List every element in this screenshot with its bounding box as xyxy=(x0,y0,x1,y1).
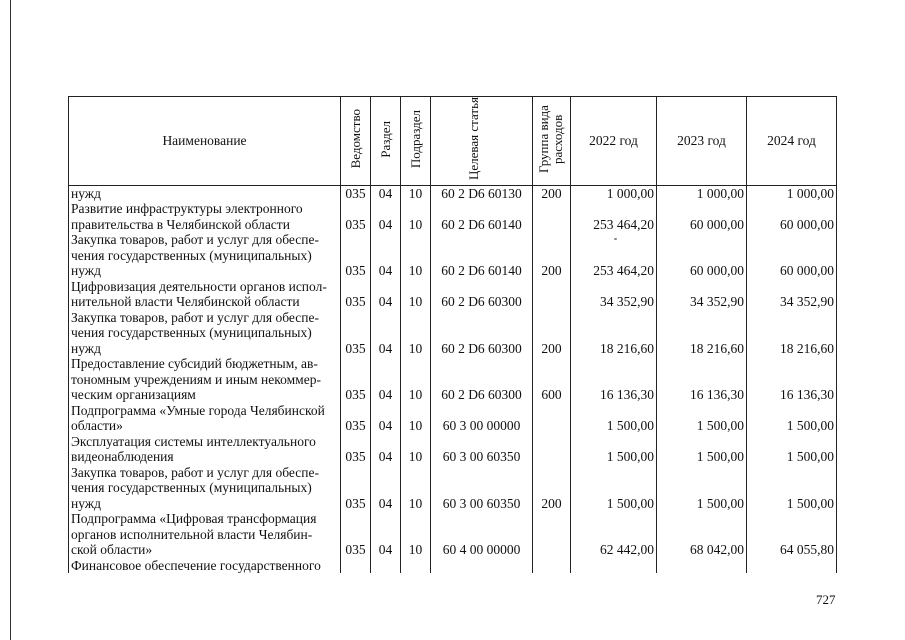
row-expense-group: 200 xyxy=(533,465,571,512)
header-2022: 2022 год xyxy=(571,97,657,186)
row-department: 035 xyxy=(341,310,371,357)
table-row xyxy=(69,356,837,403)
row-expense-group xyxy=(533,201,571,232)
row-section: 04 xyxy=(371,185,401,201)
row-department: 035 xyxy=(341,201,371,232)
row-target-article: 60 3 00 60350 xyxy=(431,434,533,465)
row-section xyxy=(371,558,401,574)
row-subsection: 10 xyxy=(401,279,431,310)
row-expense-group: 200 xyxy=(533,232,571,279)
row-target-article: 60 3 00 60350 xyxy=(431,465,533,512)
row-expense-group xyxy=(533,434,571,465)
row-target-article: 60 2 D6 60300 xyxy=(431,356,533,403)
row-subsection: 10 xyxy=(401,201,431,232)
row-name: Подпрограмма «Цифровая трансформация органов исполнительной власти Челябин- ской области» xyxy=(69,511,341,558)
row-value-2024: 1 500,00 xyxy=(747,403,837,434)
row-section: 04 xyxy=(371,511,401,558)
row-value-2022 xyxy=(571,558,657,574)
row-value-2022: 62 442,00 xyxy=(571,511,657,558)
row-department: 035 xyxy=(341,356,371,403)
row-value-2022: 34 352,90 xyxy=(571,279,657,310)
row-target-article: 60 3 00 00000 xyxy=(431,403,533,434)
row-expense-group: 200 xyxy=(533,185,571,201)
table-row xyxy=(69,279,837,310)
row-subsection: 10 xyxy=(401,403,431,434)
row-section: 04 xyxy=(371,310,401,357)
row-subsection: 10 xyxy=(401,434,431,465)
row-department: 035 xyxy=(341,434,371,465)
row-value-2024: 64 055,80 xyxy=(747,511,837,558)
header-expense-group: Группа вида расходов xyxy=(535,105,565,173)
row-name: Эксплуатация системы интеллектуального видеонаблюдения xyxy=(69,434,341,465)
table-header-row xyxy=(69,97,837,186)
row-name: Закупка товаров, работ и услуг для обеспе- чения государственных (муниципальных) нужд xyxy=(69,232,341,279)
row-department: 035 xyxy=(341,465,371,512)
row-department: 035 xyxy=(341,403,371,434)
header-2023: 2023 год xyxy=(657,97,747,186)
row-name: Развитие инфраструктуры электронного правительства в Челябинской области xyxy=(69,201,341,232)
row-department: 035 xyxy=(341,232,371,279)
row-value-2024: 60 000,00 xyxy=(747,201,837,232)
table-row xyxy=(69,232,837,279)
row-value-2024: 1 500,00 xyxy=(747,465,837,512)
row-expense-group xyxy=(533,403,571,434)
row-department: 035 xyxy=(341,185,371,201)
row-value-2023: 60 000,00 xyxy=(657,232,747,279)
row-value-2023: 60 000,00 xyxy=(657,201,747,232)
row-department: 035 xyxy=(341,511,371,558)
row-value-2023: 34 352,90 xyxy=(657,279,747,310)
row-section: 04 xyxy=(371,356,401,403)
table-row xyxy=(69,558,837,574)
row-value-2023: 68 042,00 xyxy=(657,511,747,558)
row-department: 035 xyxy=(341,279,371,310)
row-target-article: 60 2 D6 60130 xyxy=(431,185,533,201)
row-name: Предоставление субсидий бюджетным, ав- тономным учреждениям и иным некоммер- ческим организациям xyxy=(69,356,341,403)
row-target-article: 60 2 D6 60300 xyxy=(431,279,533,310)
row-expense-group xyxy=(533,279,571,310)
row-target-article xyxy=(431,558,533,574)
row-expense-group xyxy=(533,558,571,574)
scan-edge-line xyxy=(10,0,11,640)
header-department: Ведомство xyxy=(347,109,363,169)
budget-table xyxy=(68,96,837,573)
row-section: 04 xyxy=(371,232,401,279)
row-subsection: 10 xyxy=(401,465,431,512)
row-target-article: 60 2 D6 60140 xyxy=(431,201,533,232)
row-target-article: 60 4 00 00000 xyxy=(431,511,533,558)
table-row xyxy=(69,201,837,232)
row-name: Закупка товаров, работ и услуг для обеспе- чения государственных (муниципальных) нужд xyxy=(69,310,341,357)
row-target-article: 60 2 D6 60300 xyxy=(431,310,533,357)
row-name: нужд xyxy=(69,185,341,201)
row-value-2022: 1 000,00 xyxy=(571,185,657,201)
row-expense-group xyxy=(533,511,571,558)
row-section: 04 xyxy=(371,465,401,512)
table-row xyxy=(69,434,837,465)
row-value-2024: 1 000,00 xyxy=(747,185,837,201)
row-name: Закупка товаров, работ и услуг для обеспе- чения государственных (муниципальных) нужд xyxy=(69,465,341,512)
row-subsection xyxy=(401,558,431,574)
row-value-2024: 34 352,90 xyxy=(747,279,837,310)
row-expense-group: 200 xyxy=(533,310,571,357)
row-value-2023: 1 000,00 xyxy=(657,185,747,201)
row-value-2023: 1 500,00 xyxy=(657,434,747,465)
row-value-2022: 1 500,00 xyxy=(571,465,657,512)
header-subsection: Подраздел xyxy=(407,109,423,169)
header-section: Раздел xyxy=(377,120,393,158)
row-name: Финансовое обеспечение государственного xyxy=(69,558,341,574)
row-value-2022: 253 464,20 xyxy=(571,232,657,279)
row-subsection: 10 xyxy=(401,356,431,403)
row-value-2022: 18 216,60 xyxy=(571,310,657,357)
row-value-2022: 1 500,00 xyxy=(571,434,657,465)
row-value-2024: 18 216,60 xyxy=(747,310,837,357)
table-row xyxy=(69,511,837,558)
row-expense-group: 600 xyxy=(533,356,571,403)
row-value-2023 xyxy=(657,558,747,574)
header-2024: 2024 год xyxy=(747,97,837,186)
row-value-2023: 18 216,60 xyxy=(657,310,747,357)
row-value-2023: 16 136,30 xyxy=(657,356,747,403)
header-target-article: Целевая статья xyxy=(465,97,481,181)
table-row xyxy=(69,403,837,434)
row-value-2022: 1 500,00 xyxy=(571,403,657,434)
row-value-2024: 1 500,00 xyxy=(747,434,837,465)
row-value-2023: 1 500,00 xyxy=(657,403,747,434)
row-section: 04 xyxy=(371,434,401,465)
row-name: Подпрограмма «Умные города Челябинской области» xyxy=(69,403,341,434)
row-department xyxy=(341,558,371,574)
row-subsection: 10 xyxy=(401,232,431,279)
table-row xyxy=(69,310,837,357)
row-subsection: 10 xyxy=(401,310,431,357)
row-value-2022: 16 136,30 xyxy=(571,356,657,403)
page-number: 727 xyxy=(816,592,836,607)
row-section: 04 xyxy=(371,279,401,310)
row-section: 04 xyxy=(371,201,401,232)
row-value-2024: 16 136,30 xyxy=(747,356,837,403)
table-row xyxy=(69,185,837,201)
row-subsection: 10 xyxy=(401,511,431,558)
row-name: Цифровизация деятельности органов испол- нительной власти Челябинской области xyxy=(69,279,341,310)
row-value-2024 xyxy=(747,558,837,574)
row-section: 04 xyxy=(371,403,401,434)
row-value-2024: 60 000,00 xyxy=(747,232,837,279)
table-row xyxy=(69,465,837,512)
table-body xyxy=(69,185,837,573)
row-target-article: 60 2 D6 60140 xyxy=(431,232,533,279)
row-value-2022: 253 464,20 xyxy=(571,201,657,232)
row-value-2023: 1 500,00 xyxy=(657,465,747,512)
header-name: Наименование xyxy=(69,97,341,186)
row-subsection: 10 xyxy=(401,185,431,201)
